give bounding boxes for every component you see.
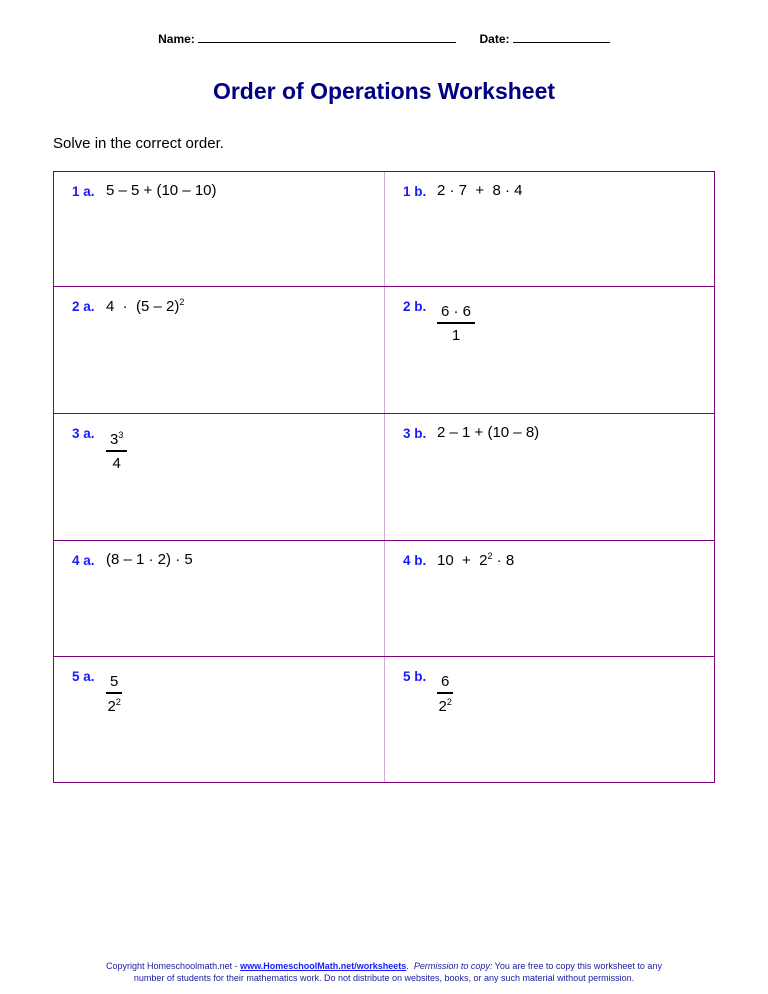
expression-text: 10 + 2	[437, 552, 488, 569]
expression-text: 5 – 5 + (10 – 10)	[106, 182, 217, 199]
problem-label: 2 b.	[403, 299, 427, 314]
fraction	[437, 673, 453, 715]
numerator	[106, 673, 122, 694]
problem-1a	[54, 172, 385, 286]
expression-text: 2	[438, 698, 447, 715]
name-date-header	[0, 30, 768, 46]
problem-row	[54, 286, 714, 413]
name-label: Name:	[158, 32, 195, 46]
exponent: 3	[118, 430, 124, 440]
name-field[interactable]	[198, 30, 456, 43]
expression-text: 4 · (5 – 2)	[106, 298, 180, 315]
fraction	[437, 303, 475, 344]
worksheets-link[interactable]: www.HomeschoolMath.net/worksheets	[240, 961, 407, 971]
exponent: 2	[179, 297, 185, 307]
problem-label: 4 b.	[403, 553, 427, 568]
problem-label: 5 a.	[72, 669, 95, 684]
expression-text: · 8	[492, 552, 515, 569]
problem-4b	[385, 541, 714, 656]
problem-label: 4 a.	[72, 553, 95, 568]
copyright-text: Copyright Homeschoolmath.net -	[106, 961, 241, 971]
expression-text: 6	[441, 673, 450, 690]
expression	[106, 551, 193, 568]
problem-5a	[54, 657, 385, 782]
problem-2a	[54, 287, 385, 413]
problem-1b	[385, 172, 714, 286]
footer: Copyright Homeschoolmath.net - www.HomeschoolMath.net/worksheets. Permission to copy: You are free to copy this worksheet to any number of students for their mathematics work. Do not distribute on websites, books, or any such material without permission.	[106, 961, 662, 983]
expression	[437, 424, 539, 441]
exponent: 2	[115, 697, 121, 707]
permission-label: Permission to copy:	[413, 961, 493, 971]
expression	[437, 182, 522, 199]
denominator	[437, 324, 475, 344]
problem-label: 1 b.	[403, 184, 427, 199]
expression-text: 3	[110, 431, 119, 448]
numerator	[437, 673, 453, 694]
expression	[106, 182, 217, 199]
permission-text-2: number of students for their mathematics work. Do not distribute on websites, books, or any such material without permission.	[133, 973, 635, 983]
expression	[437, 551, 514, 569]
expression-text: 4	[112, 455, 121, 472]
problem-row	[54, 540, 714, 656]
problem-grid	[53, 171, 715, 783]
instructions: Solve in the correct order.	[53, 135, 224, 152]
page-title: Order of Operations Worksheet	[212, 78, 556, 104]
expression-text: (8 – 1 · 2) · 5	[106, 551, 193, 568]
problem-5b	[385, 657, 714, 782]
denominator	[106, 452, 127, 472]
problem-3a	[54, 414, 385, 540]
date-label: Date:	[479, 32, 510, 46]
denominator	[106, 694, 122, 715]
expression-text: 5	[110, 673, 119, 690]
problem-label: 5 b.	[403, 669, 427, 684]
problem-row	[54, 656, 714, 782]
fraction	[106, 673, 122, 715]
expression-text: 6 · 6	[441, 303, 472, 320]
expression	[106, 297, 184, 315]
exponent: 2	[487, 551, 493, 561]
exponent: 2	[446, 697, 452, 707]
fraction	[106, 430, 127, 472]
problem-label: 2 a.	[72, 299, 95, 314]
date-field[interactable]	[513, 30, 610, 43]
expression-text: 2 – 1 + (10 – 8)	[437, 424, 540, 441]
problem-label: 3 b.	[403, 426, 427, 441]
numerator	[106, 430, 127, 452]
problem-row	[54, 413, 714, 540]
expression-text: 2 · 7 + 8 · 4	[437, 182, 523, 199]
permission-text-1: You are free to copy this worksheet to any	[492, 961, 662, 971]
problem-row	[54, 172, 714, 286]
problem-label: 1 a.	[72, 184, 95, 199]
problem-4a	[54, 541, 385, 656]
expression-text: 2	[107, 698, 116, 715]
problem-3b	[385, 414, 714, 540]
problem-2b	[385, 287, 714, 413]
expression-text: 1	[451, 327, 461, 344]
numerator	[437, 303, 475, 324]
denominator	[437, 694, 453, 715]
problem-label: 3 a.	[72, 426, 95, 441]
